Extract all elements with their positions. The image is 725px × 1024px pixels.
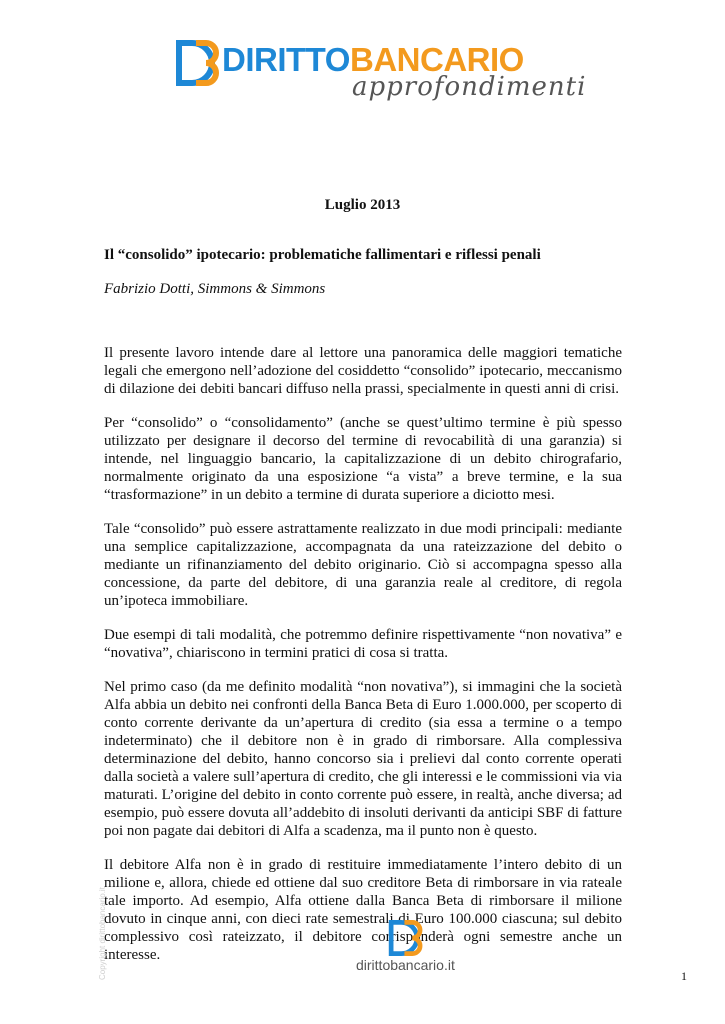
- document-body: [104, 344, 622, 980]
- db-logo-icon: [176, 40, 220, 86]
- footer-site: dirittobancario.it: [356, 957, 455, 973]
- paragraph: Per “consolido” o “consolidamento” (anche se quest’ultimo termine è più spesso utilizzato per designare il decorso del termine di revocabilità di una garanzia) si intende, nel linguaggio bancario, la capitalizzazione di un debito chirografario, normalmente originato da una esposizione “a vista” a breve termine, e la sua “trasformazione” in un debito a termine di durata superiore a diciotto mesi.: [104, 415, 622, 503]
- paragraph: Il debitore Alfa non è in grado di restituire immediatamente l’intero debito di un milione e, allora, chiede ed ottiene dal suo creditore Beta di rimborsare in via rateale tale importo. Ad esempio, Alfa ottiene dalla Banca Beta di rimborsare il milione dovuto in cinque anni, con dieci rate semestrali di Euro 100.000 ciascuna; sul debito complessivo così rateizzato, il debitore corrisponderà ogni semestre anche un interesse.: [104, 857, 622, 963]
- document-title: Il “consolido” ipotecario: problematiche fallimentari e riflessi penali: [104, 247, 541, 263]
- paragraph: Tale “consolido” può essere astrattamente realizzato in due modi principali: mediante una semplice capitalizzazione, accompagnata da una rateizzazione del debito o mediante un rifinanziamento del debito originario. Ciò si accompagna spesso alla concessione, da parte del debitore, di una garanzia reale al creditore, di regola un’ipoteca immobiliare.: [104, 521, 622, 609]
- header-logo: [176, 38, 587, 110]
- logo-word-diritto: DIRITTO: [222, 41, 350, 78]
- logo-word-bancario: BANCARIO: [350, 41, 524, 78]
- paragraph: Il presente lavoro intende dare al lettore una panoramica delle maggiori tematiche legali che emergono nell’adozione del cosiddetto “consolido” ipotecario, meccanismo di dilazione dei debiti bancari diffuso nella prassi, specialmente in questi anni di crisi.: [104, 345, 622, 397]
- document-author: Fabrizio Dotti, Simmons & Simmons: [104, 281, 326, 297]
- logo-subtitle: approfondimenti: [352, 72, 587, 102]
- footer-logo-icon: [388, 920, 424, 956]
- paragraph: Nel primo caso (da me definito modalità “non novativa”), si immagini che la società Alfa abbia un debito nei confronti della Banca Beta di Euro 1.000.000, per scoperto di conto corrente derivante da un’apertura di credito (sia essa a termine o a tempo indeterminato) che il debitore non è in grado di rimborsare. Alla complessiva determinazione del debito, hanno concorso sia i prelievi dal conto corrente operati dalla società a valere sull’apertura di credito, che gli interessi e le commissioni via via maturati. L’origine del debito in conto corrente può essere, in realtà, anche diversa; ad esempio, può essere dovuta all’addebito di insoluti derivanti da anticipi SBF di fatture poi non pagate dai debitori di Alfa a scadenza, ma il punto non è questo.: [104, 679, 622, 839]
- paragraph: Due esempi di tali modalità, che potremmo definire rispettivamente “non novativa” e “novativa”, chiariscono in termini pratici di cosa si tratta.: [104, 627, 622, 661]
- document-date: Luglio 2013: [324, 197, 401, 213]
- page-number: 1: [681, 969, 687, 983]
- copyright-watermark: Copyright dirittobancario.it: [98, 887, 107, 980]
